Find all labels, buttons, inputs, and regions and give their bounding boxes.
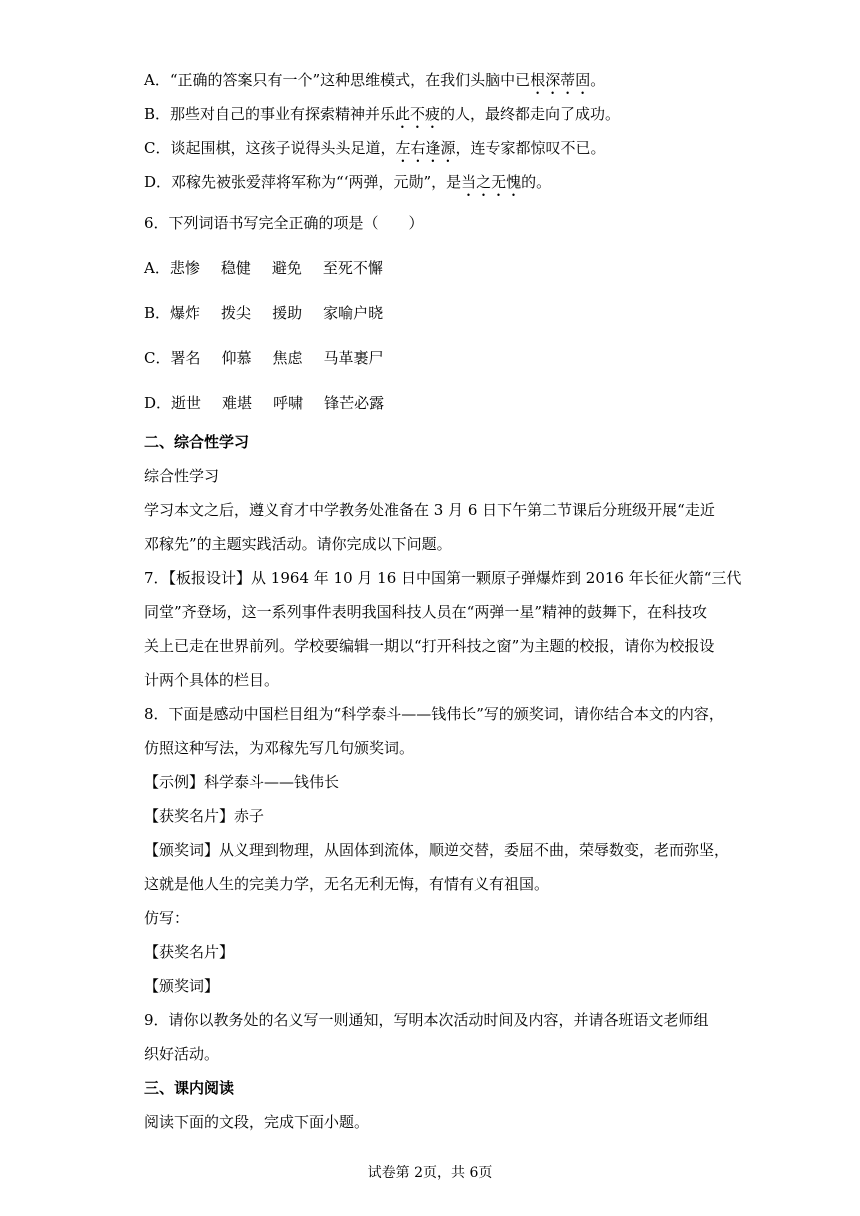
q6-option-b: B．爆炸 拨尖 援助 家喻户晓 [144,304,384,322]
section2-subheading: 综合性学习 [144,467,220,485]
q7-line4: 计两个具体的栏目。 [144,671,280,689]
q8-example-card: 【获奖名片】赤子 [144,807,265,825]
q8-line2: 仿照这种写法，为邓稼先写几句颁奖词。 [144,739,415,757]
q5-option-c: C．谈起围棋，这孩子说得头头足道，左右逢源，连专家都惊叹不已。 [144,139,606,157]
q8-example-title: 【示例】科学泰斗——钱伟长 [144,773,340,791]
section2-heading: 二、综合性学习 [144,433,250,451]
q8-imitate-label: 仿写： [144,909,190,927]
q7-line2: 同堂”齐登场，这一系列事件表明我国科技人员在“两弹一星”精神的鼓舞下，在科技攻 [144,603,708,621]
q8-example-citation-line1: 【颁奖词】从义理到物理，从固体到流体，顺逆交替，委屈不曲，荣辱数变，老而弥坚， [144,841,730,859]
q7-line3: 关上已走在世界前列。学校要编辑一期以“打开科技之窗”为主题的校报，请你为校报设 [144,637,715,655]
section3-heading: 三、课内阅读 [144,1079,235,1097]
q8-imitate-card: 【获奖名片】 [144,943,235,961]
q7-line1: 7．【板报设计】从 1964 年 10 月 16 日中国第一颗原子弹爆炸到 2016 年长征火箭“三代 [144,569,742,587]
section2-intro-line1: 学习本文之后，遵义育才中学教务处准备在 3 月 6 日下午第二节课后分班级开展“走近 [144,501,715,519]
q6-option-d: D．逝世 难堪 呼啸 锋芒必露 [144,394,385,412]
q9-line2: 织好活动。 [144,1045,220,1063]
q5-option-a: A．“正确的答案只有一个”这种思维模式，在我们头脑中已根深蒂固。 [144,71,606,89]
section2-intro-line2: 邓稼先”的主题实践活动。请你完成以下问题。 [144,535,452,553]
q5-option-d: D．邓稼先被张爱萍将军称为“‘两弹，元勋”，是当之无愧的。 [144,173,552,191]
q6-stem: 6．下列词语书写完全正确的项是（ ） [144,214,424,232]
q8-example-citation-line2: 这就是他人生的完美力学，无名无利无悔，有情有义有祖国。 [144,875,550,893]
q9-line1: 9．请你以教务处的名义写一则通知，写明本次活动时间及内容，并请各班语文老师组 [144,1011,709,1029]
page-footer: 试卷第 2页，共 6页 [367,1165,493,1181]
q5-option-b: B．那些对自己的事业有探索精神并乐此不疲的人，最终都走向了成功。 [144,105,621,123]
q8-imitate-citation: 【颁奖词】 [144,977,220,995]
section3-intro: 阅读下面的文段，完成下面小题。 [144,1113,370,1131]
q6-option-a: A．悲惨 稳健 避免 至死不懈 [144,259,383,277]
q6-option-c: C．署名 仰慕 焦虑 马革裹尸 [144,349,384,367]
q8-line1: 8．下面是感动中国栏目组为“科学泰斗——钱伟长”写的颁奖词，请你结合本文的内容， [144,705,724,723]
